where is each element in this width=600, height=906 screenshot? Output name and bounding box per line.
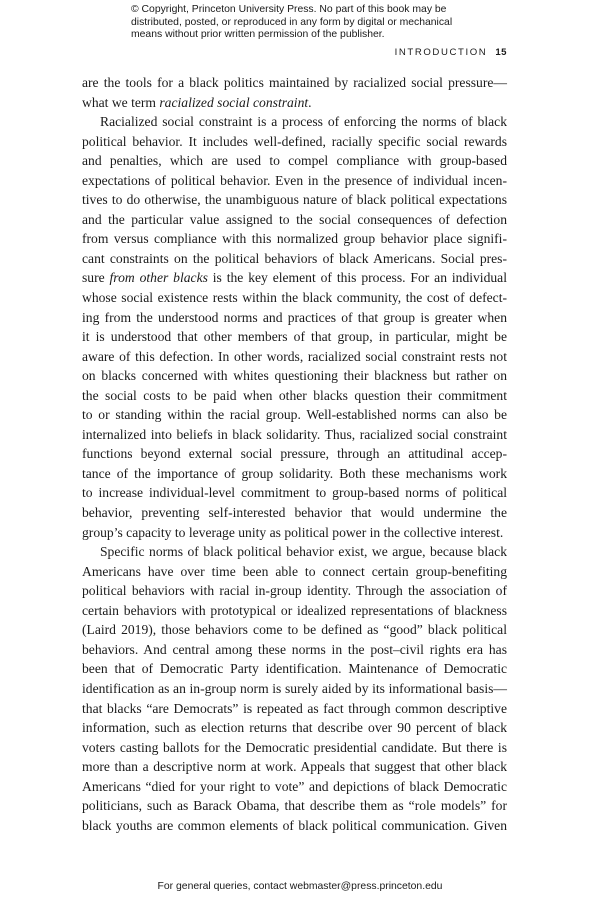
text-line: voters casting ballots for the Democratic presidential candidate. But there is — [82, 739, 507, 755]
text-line: politicians, such as Barack Obama, that describe them as “role models” for — [82, 798, 507, 814]
copyright-line: distributed, posted, or reproduced in any form by digital or mechanical — [131, 16, 453, 28]
paragraph — [82, 73, 507, 112]
paragraph — [82, 112, 507, 542]
text-line: political behavior. It includes well-defined, racially specific social rewards — [82, 133, 507, 149]
text-line: from versus compliance with this normalized group behavior place signifi- — [82, 231, 507, 247]
running-head — [395, 47, 507, 58]
text-line: internalized into beliefs in black solidarity. Thus, racialized social constraint — [82, 426, 507, 442]
text-line: tives to do otherwise, the unambiguous nature of black political expectations — [82, 192, 507, 208]
text-line: sure from other blacks is the key element of this process. For an individual — [82, 270, 507, 286]
text-line: aware of this defection. In other words, racialized social constraint rests not — [82, 348, 507, 364]
text-line: Racialized social constraint is a process of enforcing the norms of black — [100, 114, 507, 130]
text-line: more than a descriptive norm at work. Appeals that suggest that other black — [82, 759, 507, 775]
copyright-line: means without prior written permission of the publisher. — [131, 29, 385, 41]
text-line: information, such as election returns that describe over 90 percent of black — [82, 720, 507, 736]
text-line: identification as an in-group norm is surely aided by its informational basis— — [82, 680, 507, 696]
text-line: group’s capacity to leverage unity as political power in the collective interest. — [82, 524, 504, 540]
text-line: Americans “died for your right to vote” and depictions of black Democratic — [82, 778, 507, 794]
text-line: black youths are common elements of black political communication. Given — [82, 817, 507, 833]
body-text — [82, 73, 507, 835]
text-line: Specific norms of black political behavior exist, we argue, because black — [100, 544, 507, 560]
text-line: cant constraints on the political behaviors of black Americans. Social pres- — [82, 250, 507, 266]
text-line: and the particular value assigned to the social consequences of defection — [82, 211, 507, 227]
text-line: ing from the understood norms and practices of that group is greater when — [82, 309, 507, 325]
text-line: political behaviors with racial in-group identity. Through the association of — [82, 583, 507, 599]
text-line: on blacks concerned with whites questioning their blackness but rather on — [82, 368, 507, 384]
text-line: it is understood that other members of that group, in particular, might be — [82, 329, 507, 345]
copyright-line: © Copyright, Princeton University Press. No part of this book may be — [131, 4, 447, 15]
page-number: 15 — [495, 47, 507, 58]
text-line: Americans have over time been able to connect certain group-benefiting — [82, 563, 507, 579]
paragraph — [82, 542, 507, 835]
text-line: the social costs to be paid when other blacks question their commitment — [82, 387, 507, 403]
text-line: and penalties, which are used to compel compliance with group-based — [82, 153, 507, 169]
text-line: are the tools for a black politics maintained by racialized social pressure— — [82, 75, 507, 90]
text-line: to or standing within the racial group. Well-established norms can also be — [82, 407, 507, 423]
text-line: behaviors. And central among these norms in the post–civil rights era has — [82, 641, 507, 657]
text-line: been that of Democratic Party identification. Maintenance of Democratic — [82, 661, 507, 677]
footer-contact: For general queries, contact webmaster@press.princeton.edu — [157, 881, 443, 892]
text-line: that blacks “are Democrats” is repeated as fact through common descriptive — [82, 700, 507, 716]
copyright-notice — [131, 4, 491, 42]
text-line: behavior, preventing self-interested behavior that would undermine the — [82, 505, 507, 521]
text-line: whose social existence rests within the black community, the cost of defect- — [82, 290, 507, 306]
text-line: what we term racialized social constraint. — [82, 94, 312, 110]
chapter-title: INTRODUCTION — [394, 47, 488, 58]
text-line: certain behaviors with prototypical or idealized representations of blackness — [82, 602, 507, 618]
text-line: functions beyond external social pressure, through an attitudinal accep- — [82, 446, 507, 462]
text-line: (Laird 2019), those behaviors come to be defined as “good” black political — [82, 622, 507, 638]
text-line: to increase individual-level commitment to group-based norms of political — [82, 485, 507, 501]
text-line: tance of the importance of group solidarity. Both these mechanisms work — [82, 465, 507, 481]
text-line: expectations of political behavior. Even in the presence of individual incen- — [82, 172, 507, 188]
